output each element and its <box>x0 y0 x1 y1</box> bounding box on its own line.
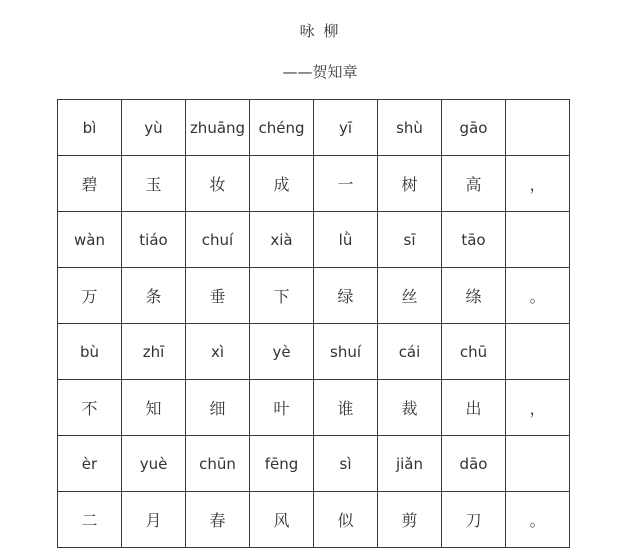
pinyin-cell: cái <box>378 324 442 380</box>
poem-title: 咏 柳 <box>299 22 341 40</box>
poem-grid <box>57 99 570 548</box>
character-cell: 不 <box>58 380 122 436</box>
punctuation-cell: ， <box>506 380 570 436</box>
character-cell: 风 <box>250 492 314 548</box>
pinyin-cell: shuí <box>314 324 378 380</box>
pinyin-cell: zhī <box>122 324 186 380</box>
character-cell: 绦 <box>442 268 506 324</box>
character-cell: 裁 <box>378 380 442 436</box>
character-cell: 似 <box>314 492 378 548</box>
pinyin-row <box>58 436 570 492</box>
pinyin-row <box>58 212 570 268</box>
character-cell: 妆 <box>186 156 250 212</box>
character-cell: 玉 <box>122 156 186 212</box>
pinyin-cell: bì <box>58 100 122 156</box>
character-cell: 二 <box>58 492 122 548</box>
character-cell: 绿 <box>314 268 378 324</box>
pinyin-cell: jiǎn <box>378 436 442 492</box>
punctuation-cell: 。 <box>506 492 570 548</box>
character-cell: 一 <box>314 156 378 212</box>
character-cell: 成 <box>250 156 314 212</box>
character-cell: 叶 <box>250 380 314 436</box>
pinyin-cell <box>506 212 570 268</box>
pinyin-cell: chūn <box>186 436 250 492</box>
pinyin-cell: fēng <box>250 436 314 492</box>
character-cell: 月 <box>122 492 186 548</box>
hanzi-row <box>58 268 570 324</box>
pinyin-cell: yī <box>314 100 378 156</box>
punctuation-cell: ， <box>506 156 570 212</box>
pinyin-row <box>58 324 570 380</box>
character-cell: 剪 <box>378 492 442 548</box>
hanzi-row <box>58 380 570 436</box>
poem-author: ——贺知章 <box>282 63 358 81</box>
pinyin-cell: bù <box>58 324 122 380</box>
character-cell: 丝 <box>378 268 442 324</box>
character-cell: 万 <box>58 268 122 324</box>
pinyin-cell: yù <box>122 100 186 156</box>
pinyin-cell <box>506 436 570 492</box>
pinyin-cell: yuè <box>122 436 186 492</box>
pinyin-cell: wàn <box>58 212 122 268</box>
pinyin-cell: dāo <box>442 436 506 492</box>
pinyin-cell <box>506 100 570 156</box>
pinyin-cell: lǜ <box>314 212 378 268</box>
pinyin-cell: chū <box>442 324 506 380</box>
pinyin-cell <box>506 324 570 380</box>
pinyin-cell: xià <box>250 212 314 268</box>
character-cell: 知 <box>122 380 186 436</box>
pinyin-cell: shù <box>378 100 442 156</box>
pinyin-cell: èr <box>58 436 122 492</box>
pinyin-cell: sī <box>378 212 442 268</box>
pinyin-row <box>58 100 570 156</box>
character-cell: 下 <box>250 268 314 324</box>
hanzi-row <box>58 156 570 212</box>
pinyin-cell: chuí <box>186 212 250 268</box>
pinyin-cell: yè <box>250 324 314 380</box>
character-cell: 谁 <box>314 380 378 436</box>
pinyin-cell: tiáo <box>122 212 186 268</box>
character-cell: 垂 <box>186 268 250 324</box>
hanzi-row <box>58 492 570 548</box>
character-cell: 出 <box>442 380 506 436</box>
pinyin-cell: tāo <box>442 212 506 268</box>
character-cell: 高 <box>442 156 506 212</box>
pinyin-cell: zhuāng <box>186 100 250 156</box>
character-cell: 条 <box>122 268 186 324</box>
character-cell: 细 <box>186 380 250 436</box>
character-cell: 树 <box>378 156 442 212</box>
pinyin-cell: sì <box>314 436 378 492</box>
character-cell: 春 <box>186 492 250 548</box>
character-cell: 刀 <box>442 492 506 548</box>
character-cell: 碧 <box>58 156 122 212</box>
pinyin-cell: gāo <box>442 100 506 156</box>
punctuation-cell: 。 <box>506 268 570 324</box>
pinyin-cell: chéng <box>250 100 314 156</box>
pinyin-cell: xì <box>186 324 250 380</box>
